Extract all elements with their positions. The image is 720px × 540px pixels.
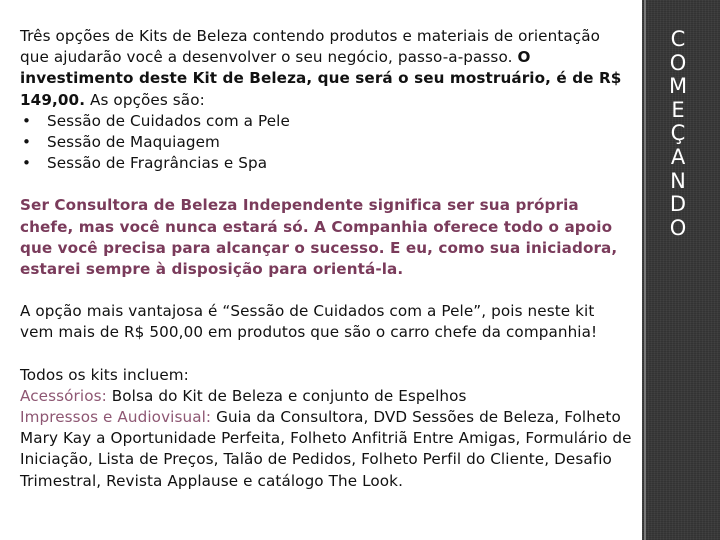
title-letter: O xyxy=(669,50,687,75)
kits-heading: Todos os kits incluem: xyxy=(20,365,189,384)
media-paragraph xyxy=(20,407,632,492)
title-letter: D xyxy=(669,192,687,217)
title-letter: M xyxy=(668,74,688,99)
options-lead: As opções são: xyxy=(85,90,205,109)
accessories-label: Acessórios: xyxy=(20,386,107,405)
title-letter: E xyxy=(671,97,685,122)
intro-paragraph xyxy=(20,26,632,111)
title-letter: Ç xyxy=(670,121,686,146)
vertical-title xyxy=(642,28,714,240)
media-label: Impressos e Audiovisual: xyxy=(20,408,212,427)
title-letter: N xyxy=(670,168,686,193)
investment-text: O investimento deste Kit de Beleza, que será o seu mostruário, é de R$ 149,00. xyxy=(20,48,622,109)
list-item: • Sessão de Fragrâncias e Spa xyxy=(20,153,632,174)
kit-options-list xyxy=(20,111,632,175)
title-letter: O xyxy=(669,215,687,240)
slide-content xyxy=(20,26,632,492)
list-item: • Sessão de Cuidados com a Pele xyxy=(20,111,632,132)
highlight-paragraph: Ser Consultora de Beleza Independente significa ser sua própria chefe, mas você nunca estará só. A Companhia oferece todo o apoio que você precisa para alcançar o sucesso. E eu, como sua iniciadora, estarei sempre à disposição para orientá-la. xyxy=(20,196,618,279)
list-item: • Sessão de Maquiagem xyxy=(20,132,632,153)
advantage-paragraph: A opção mais vantajosa é “Sessão de Cuidados com a Pele”, pois neste kit vem mais de R$ 500,00 em produtos que são o carro chefe da companhia! xyxy=(20,302,598,342)
media-text: Guia da Consultora, DVD Sessões de Beleza, Folheto Mary Kay a Oportunidade Perfeita, Folheto Anfitriã Entre Amigas, Formulário de Iniciação, Lista de Preços, Talão de Pedidos, Folheto Perfil do Cliente, Desafio Trimestral, Revista Applause e catálogo The Look. xyxy=(20,408,632,490)
accessories-line xyxy=(20,386,632,407)
title-letter: A xyxy=(670,144,686,169)
accessories-text: Bolsa do Kit de Beleza e conjunto de Espelhos xyxy=(106,386,467,405)
intro-text: Três opções de Kits de Beleza contendo produtos e materiais de orientação que ajudarão você a desenvolver o seu negócio, passo-a-passo. xyxy=(20,27,601,67)
title-letter: C xyxy=(670,27,686,51)
